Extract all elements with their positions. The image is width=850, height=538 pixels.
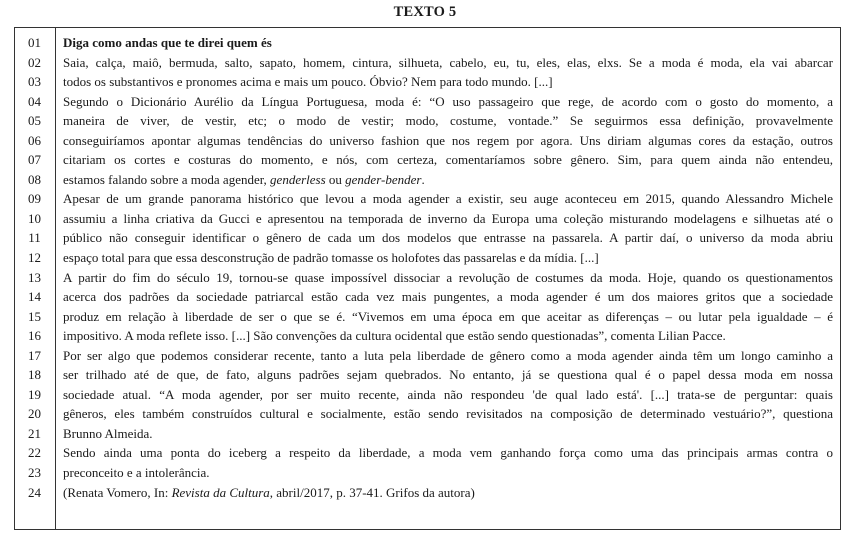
line-text: assumiu a linha criativa da Gucci e apresentou na temporada de inverno da Europa uma coleção misturando modelagens e silhuetas até o bbox=[63, 210, 833, 226]
text-line bbox=[14, 463, 841, 483]
line-text: Por ser algo que podemos considerar recente, tanto a luta pela liberdade de gênero como a moda agender ainda têm um longo caminho a bbox=[63, 347, 833, 363]
line-text: produz em relação à liberdade de ser o que se é. “Vivemos em uma época em que aceitar as diferenças – ou lutar pela igualdade – é bbox=[63, 308, 833, 324]
text-title: TEXTO 5 bbox=[393, 4, 457, 20]
line-text: preconceito e a intolerância. bbox=[63, 465, 210, 481]
line-text: Sendo ainda uma ponta do iceberg a respeito da liberdade, a moda vem ganhando força como uma das principais armas contra o bbox=[63, 445, 833, 461]
line-text: todos os substantivos e pronomes acima e mais um pouco. Óbvio? Nem para todo mundo. [...] bbox=[63, 74, 553, 90]
italic-term: Revista da Cultura bbox=[171, 484, 270, 500]
line-text: Saia, calça, maiô, bermuda, salto, sapato, homem, cintura, silhueta, cabelo, eu, tu, eles, elas, elxs. Se a moda é moda, ela vai abarcar bbox=[63, 54, 833, 70]
line-text: citariam os cortes e costuras do momento, e nós, com certeza, comentaríamos sobre gênero. Sim, para quem ainda não entendeu, bbox=[63, 152, 833, 168]
italic-term: gender-bender bbox=[345, 171, 422, 187]
text-line bbox=[14, 268, 841, 288]
line-number: 16 bbox=[28, 328, 41, 344]
line-text: conseguiríamos apontar algumas tendências do universo fashion que nos regem por agora. Uns diriam algumas cores da estação, outros bbox=[63, 132, 833, 148]
line-text: público não conseguir identificar o gênero de cada um dos modelos que entrasse na passarela. A partir daí, o universo da moda abriu bbox=[63, 230, 833, 246]
line-text bbox=[63, 483, 833, 503]
text-line bbox=[14, 385, 841, 405]
line-number: 10 bbox=[28, 210, 41, 226]
line-number: 24 bbox=[28, 484, 41, 500]
text-line bbox=[14, 424, 841, 444]
text-segment: ou bbox=[325, 171, 346, 187]
text-line bbox=[14, 307, 841, 327]
text-line bbox=[14, 170, 841, 190]
line-number: 13 bbox=[28, 269, 41, 285]
line-number: 21 bbox=[28, 425, 41, 441]
line-number: 06 bbox=[28, 132, 41, 148]
line-number: 08 bbox=[28, 171, 41, 187]
line-text: Brunno Almeida. bbox=[63, 425, 153, 441]
text-segment: , abril/2017, p. 37-41. Grifos da autora) bbox=[269, 484, 475, 500]
text-line bbox=[14, 483, 841, 503]
line-number: 04 bbox=[28, 93, 41, 109]
line-number: 22 bbox=[28, 445, 41, 461]
text-line bbox=[14, 150, 841, 170]
text-segment: . bbox=[421, 171, 425, 187]
line-number: 01 bbox=[28, 35, 41, 50]
line-text: espaço total para que essa desconstrução de padrão tomasse os holofotes das passarelas e da mídia. [...] bbox=[63, 250, 599, 266]
text-line bbox=[14, 346, 841, 366]
text-lines bbox=[14, 33, 841, 502]
line-text: Diga como andas que te direi quem és bbox=[63, 35, 272, 50]
line-text: Apesar de um grande panorama histórico que levou a moda agender a existir, seu auge aconteceu em 2015, quando Alessandro Michele bbox=[63, 191, 833, 207]
text-line bbox=[14, 287, 841, 307]
line-number: 05 bbox=[28, 113, 41, 129]
line-text: A partir do fim do século 19, tornou-se quase impossível dissociar a revolução de costumes da moda. Hoje, quando os questionamentos bbox=[63, 269, 833, 285]
text-line bbox=[14, 326, 841, 346]
text-segment: estamos falando sobre a moda agender, bbox=[63, 171, 271, 187]
line-number: 18 bbox=[28, 367, 41, 383]
line-number: 17 bbox=[28, 347, 41, 363]
text-line bbox=[14, 131, 841, 151]
text-line bbox=[14, 53, 841, 73]
line-text: gêneros, eles também construídos cultural e socialmente, estão sendo revisitados na composição de determinado vestuário?”, questiona bbox=[63, 406, 833, 422]
text-line bbox=[14, 248, 841, 268]
line-text: ser trilhado até de que, de fato, alguns padrões sejam quebrados. No entanto, já se questiona qual é o papel dessa moda em nossa bbox=[63, 367, 833, 383]
line-text: acerca dos padrões da sociedade patriarcal estão cada vez mais pungentes, a moda agender é um dos maiores gritos que a sociedade bbox=[63, 289, 833, 305]
line-number: 02 bbox=[28, 54, 41, 70]
line-number: 14 bbox=[28, 289, 41, 305]
line-number: 11 bbox=[28, 230, 41, 246]
line-text: maneira de viver, de vestir, etc; o modo de vestir; modo, costume, vontade.” Se seguirmos essa definição, provavelmente bbox=[63, 113, 833, 129]
line-number: 09 bbox=[28, 191, 41, 207]
line-number: 07 bbox=[28, 152, 41, 168]
text-line bbox=[14, 404, 841, 424]
text-line bbox=[14, 189, 841, 209]
text-line bbox=[14, 209, 841, 229]
text-line bbox=[14, 92, 841, 112]
text-line bbox=[14, 228, 841, 248]
text-line bbox=[14, 111, 841, 131]
text-segment: (Renata Vomero, In: bbox=[63, 484, 172, 500]
line-number: 03 bbox=[28, 74, 41, 90]
line-number: 19 bbox=[28, 386, 41, 402]
italic-term: genderless bbox=[270, 171, 326, 187]
line-text bbox=[63, 170, 833, 190]
line-text: impositivo. A moda reflete isso. [...] São convenções da cultura ocidental que estão sendo questionadas”, comenta Lilian Pacce. bbox=[63, 328, 726, 344]
line-number: 20 bbox=[28, 406, 41, 422]
line-number: 12 bbox=[28, 250, 41, 266]
text-line bbox=[14, 443, 841, 463]
line-number: 23 bbox=[28, 465, 41, 481]
text-line bbox=[14, 365, 841, 385]
line-text: sociedade atual. “A moda agender, por ser muito recente, ainda não respondeu 'de qual lado está'. [...] trata-se de perguntar: quais bbox=[63, 386, 833, 402]
text-line bbox=[14, 33, 841, 53]
text-line bbox=[14, 72, 841, 92]
line-number: 15 bbox=[28, 308, 41, 324]
line-text: Segundo o Dicionário Aurélio da Língua Portuguesa, moda é: “O uso passageiro que rege, de acordo com o gosto do momento, a bbox=[63, 93, 833, 109]
